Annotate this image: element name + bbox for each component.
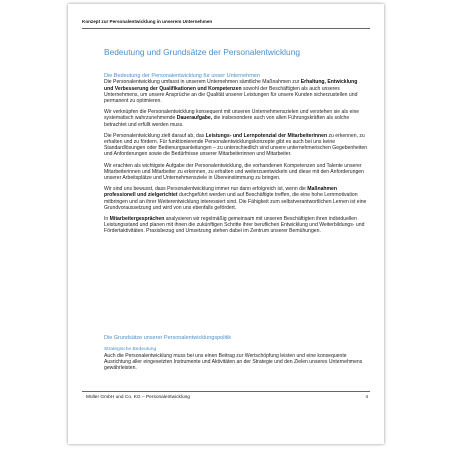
paragraph-5 (104, 186, 368, 211)
paragraph-1 (104, 79, 368, 104)
paragraph-4: Wir erachten als wichtigste Aufgabe der Personalentwicklung, die vorhandenen Kompetenzen und Talente unserer Mitarbeiterinnen und Mitarbeiter zu erkennen, zu erhalten und weiterzuentwickeln und diese mit den Anforderungen unserer Arbeitsplätze und Unternehmensziele in Übereinstimmung zu bringen. (104, 162, 364, 182)
paragraph-5-text-c: durchgeführt werden und auf Beschäftigte treffen, die eine hohe Lernmotivation mitbringen und an ihrer Weiterentwicklung interessiert sind. Die Fähigkeit zum selbstverantwortlichen Lernen ist eine Grundvoraussetzung und wird von uns ebenfalls gefördert. (104, 192, 367, 211)
subheading-strategische-bedeutung: Strategische Bedeutung (104, 347, 157, 352)
section-grundsaetze-content (104, 347, 368, 372)
footer-rule (82, 391, 370, 392)
paragraph-1-text-c: sowohl der Beschäftigten als auch unseres Unternehmens, um unsere Ansprüche an die Qualität unserer Leistungen für unsere Kunden sicherzustellen und permanent zu optimieren. (104, 85, 358, 105)
paragraph-2-bold: Daueraufgabe, (176, 115, 213, 122)
paragraph-2-text-a: Wir verknüpfen die Personalentwicklung konsequent mit unseren Unternehmenszielen und verstehen sie als eine systematisch wahrzunehmende (104, 109, 360, 122)
page-number: 4 (365, 395, 368, 400)
section-heading-grundsaetze: Die Grundsätze unserer Personalentwicklungspolitik (104, 335, 232, 341)
paragraph-3-bold: Leistungs- und Lernpotenzial der Mitarbeiterinnen (205, 132, 328, 139)
body-text (104, 73, 368, 372)
paragraph-strategie: Auch die Personalentwicklung muss bei uns einen Beitrag zur Wertschöpfung leisten und eine konsequente Ausrichtung aller eingesetzten Instrumente und Aktivitäten an der Strategie und den Zielen unseres Unternehmens gewährleisten. (104, 353, 363, 372)
page-title: Bedeutung und Grundsätze der Personalentwicklung (104, 47, 301, 57)
paragraph-1-bold: Erhaltung, Entwicklung und Verbesserung der Qualifikationen und Kompetenzen (104, 79, 358, 92)
paragraph-1-text-a: Die Personalentwicklung umfasst in unserem Unternehmen sämtliche Maßnahmen zur (104, 79, 301, 86)
paragraph-6-bold: Mitarbeitergesprächen (109, 216, 165, 223)
footer-company: Müller GmbH und Co. KG – Personalentwicklung (86, 395, 190, 400)
paragraph-5-text-a: Wir sind uns bewusst, dass Personalentwicklung immer nur dann erfolgreich ist, wenn die (104, 186, 308, 193)
running-header: Konzept zur Personalentwicklung in unserem Unternehmen (82, 19, 213, 24)
paragraph-6 (104, 216, 368, 235)
paragraph-3-text-a: Die Personalentwicklung zielt darauf ab, das (104, 132, 206, 139)
paragraph-6-text-c: analysieren wir regelmäßig gemeinsam mit unseren Beschäftigten ihren individuellen Leistungsstand und planen mit ihnen die zukünftigen Schritte ihrer beruflichen Entwicklung und Weiterbildungs- und Fördertaktivitäten. Praxisbezug und Umsetzung stehen dabei im Zentrum unserer Bemühungen. (104, 216, 365, 235)
paragraph-2 (104, 109, 368, 128)
paragraph-3 (104, 133, 368, 158)
paragraph-5-bold: Maßnahmen professionell und zielgerichtet (104, 186, 337, 199)
section-heading-bedeutung: Die Bedeutung der Personalentwicklung für unser Unternehmen (104, 73, 260, 79)
paragraph-3-text-c: zu erkennen, zu erhalten und zu fördern. Für funktionierende Personalentwicklungskonzepte gibt es auch bei uns keine Standardlösungen oder Bedienungsanleitungen – zu unterschiedlich sind unsere unternehmerischen Gegebenheiten und Anforderungen sowie die Bedürfnisse unserer Mitarbeiterinnen und Mitarbeiter. (104, 132, 368, 158)
paragraph-6-text-a: In (104, 216, 110, 223)
header-rule (82, 28, 370, 29)
paragraph-2-text-c: die insbesondere auch von allen Führungskräften als solche betrachtet und erfüllt werden muss. (104, 115, 350, 128)
document-page (68, 4, 384, 444)
